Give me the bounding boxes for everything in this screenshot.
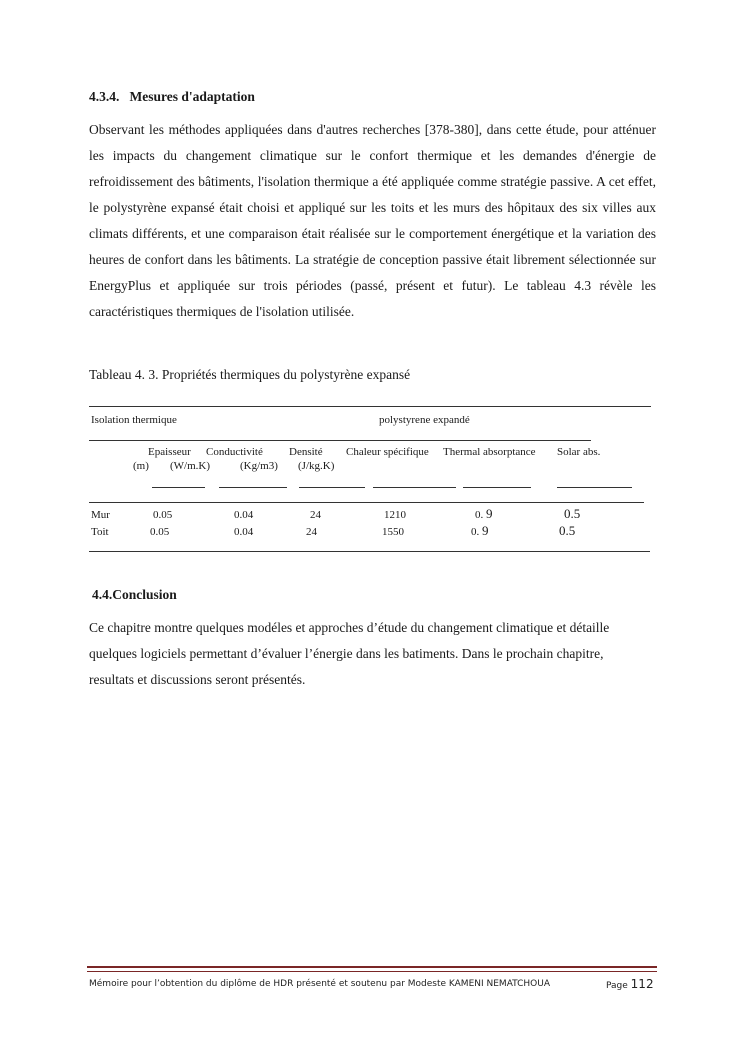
unit-epaisseur: (m): [133, 460, 149, 472]
table-bottom-rule: [89, 551, 650, 552]
table-cell: 1550: [382, 526, 404, 538]
conclusion-heading: 4.4.Conclusion: [92, 587, 177, 602]
column-underline: [299, 487, 365, 488]
table-cell: 1210: [384, 509, 406, 521]
unit-chaleur: (J/kg.K): [298, 460, 335, 472]
table-cell-part: 9: [482, 523, 489, 538]
table-cell: 24: [310, 509, 321, 521]
table-cell: [475, 506, 493, 522]
table-top-rule: [89, 406, 651, 407]
section-number: 4.3.4.: [89, 89, 120, 104]
section-title: Mesures d'adaptation: [129, 89, 255, 104]
footer-rule: [87, 971, 657, 972]
table-subheader-rule: [89, 440, 591, 441]
table-cell: 0.05: [150, 526, 170, 538]
table-cell: [471, 523, 489, 539]
header-densite: Densité: [289, 446, 323, 458]
footer-page: [606, 977, 654, 991]
unit-densite: (Kg/m3): [240, 460, 278, 472]
table-cell-part: 0.: [471, 526, 480, 538]
header-thermal: Thermal absorptance: [443, 446, 536, 458]
column-underline: [219, 487, 287, 488]
header-chaleur: Chaleur spécifique: [346, 446, 429, 458]
footer-rule: [87, 966, 657, 968]
column-underline: [557, 487, 632, 488]
table-header-rule: [89, 502, 644, 503]
table-cell: 0.04: [234, 526, 254, 538]
column-underline: [373, 487, 456, 488]
table-cell: 0.04: [234, 509, 254, 521]
conclusion-paragraph: Ce chapitre montre quelques modéles et approches d’étude du changement climatique et détaille quelques logiciels permettant d’évaluer l’énergie dans les batiments. Dans le prochain chapitre, resultats et discussions seront présentés.: [89, 620, 610, 687]
page-label: Page: [606, 981, 628, 991]
table-material-label: polystyrene expandé: [379, 414, 470, 426]
table-caption: Tableau 4. 3. Propriétés thermiques du polystyrène expansé: [89, 367, 411, 382]
footer-text: Mémoire pour l’obtention du diplôme de HDR présenté et soutenu par Modeste KAMENI NEMATCHOUA: [89, 979, 550, 989]
table-cell-part: 9: [486, 506, 493, 521]
table-cell: 24: [306, 526, 317, 538]
section-heading: [89, 89, 255, 105]
table-cell: 0.05: [153, 509, 173, 521]
table-cell: 0.5: [564, 506, 581, 521]
table-cell: 0.5: [559, 523, 576, 538]
column-underline: [463, 487, 531, 488]
header-conductivite: Conductivité: [206, 446, 263, 458]
table-group-label: Isolation thermique: [91, 414, 177, 426]
header-solar: Solar abs.: [557, 446, 601, 458]
table-cell-part: 0.: [475, 509, 484, 521]
table-row-label: Mur: [91, 509, 110, 521]
column-underline: [152, 487, 205, 488]
unit-conductivite: (W/m.K): [170, 460, 211, 472]
section-paragraph: Observant les méthodes appliquées dans d'autres recherches [378-380], dans cette étude, pour atténuer les impacts du changement climatique sur le confort thermique et les demandes d'énergie de refroidissement des bâtiments, l'isolation thermique a été appliquée comme stratégie passive. A cet effet, le polystyrène expansé était choisi et appliqué sur les toits et les murs des hôpitaux des six villes aux climats différents, et une comparaison était réalisée sur le comportement énergétique et la variation des heures de confort dans les bâtiments. La stratégie de conception passive était librement sélectionnée sur EnergyPlus et appliquée sur trois périodes (passé, présent et futur). Le tableau 4.3 révèle les caractéristiques thermiques de l'isolation utilisée.: [89, 122, 656, 319]
table-row-label: Toit: [91, 526, 109, 538]
header-epaisseur: Epaisseur: [148, 446, 191, 458]
page-number: 112: [630, 977, 654, 991]
